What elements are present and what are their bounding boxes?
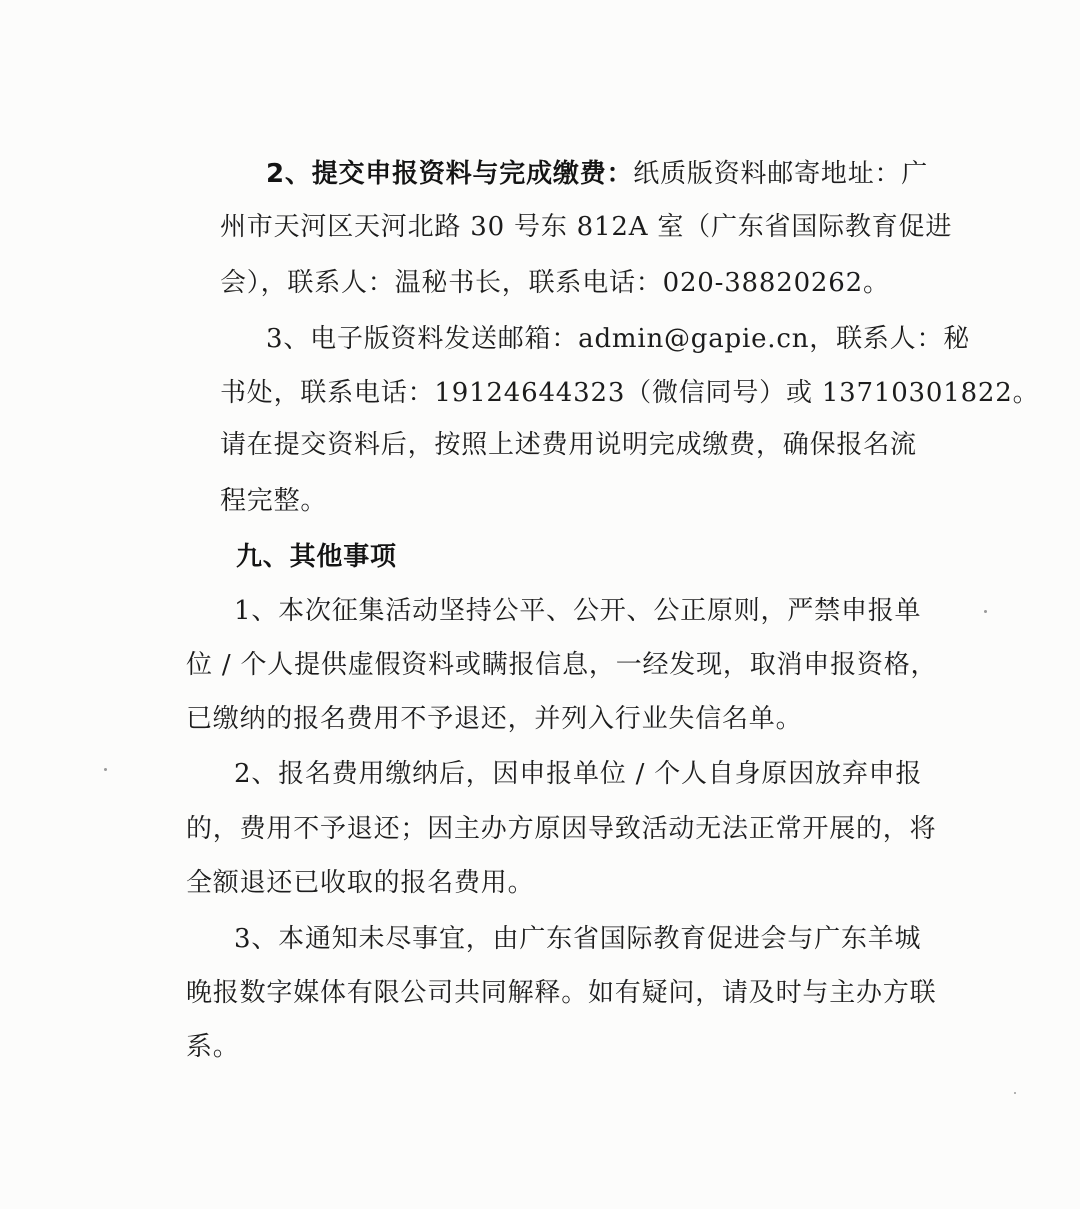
email-paragraph-line-4: 程完整。 bbox=[220, 486, 328, 516]
item-3-line-3: 系。 bbox=[186, 1032, 240, 1062]
item-1-line-1: 1、本次征集活动坚持公平、公开、公正原则，严禁申报单 bbox=[234, 596, 922, 626]
section-heading: 九、其他事项 bbox=[236, 542, 397, 572]
item-2-line-3: 全额退还已收取的报名费用。 bbox=[186, 868, 535, 898]
submit-paragraph-line-2: 州市天河区天河北路 30 号东 812A 室（广东省国际教育促进 bbox=[220, 212, 953, 242]
submit-paragraph-line-1 bbox=[266, 157, 928, 191]
email-paragraph-line-2: 书处，联系电话：19124644323（微信同号）或 13710301822。 bbox=[220, 378, 1040, 408]
scan-speck bbox=[1014, 1092, 1016, 1094]
scan-speck bbox=[984, 610, 987, 613]
submit-paragraph-label: 2、提交申报资料与完成缴费： bbox=[266, 159, 634, 189]
item-3-line-2: 晚报数字媒体有限公司共同解释。如有疑问，请及时与主办方联 bbox=[186, 978, 937, 1008]
submit-paragraph-line-3: 会），联系人：温秘书长，联系电话：020-38820262。 bbox=[220, 268, 890, 298]
item-2-line-1: 2、报名费用缴纳后，因申报单位 / 个人自身原因放弃申报 bbox=[234, 759, 923, 789]
item-3-line-1: 3、本通知未尽事宜，由广东省国际教育促进会与广东羊城 bbox=[234, 924, 922, 954]
email-paragraph-line-3: 请在提交资料后，按照上述费用说明完成缴费，确保报名流 bbox=[220, 430, 917, 460]
item-2-line-2: 的，费用不予退还；因主办方原因导致活动无法正常开展的，将 bbox=[186, 814, 937, 844]
submit-paragraph-address-start: 纸质版资料邮寄地址：广 bbox=[633, 159, 929, 189]
email-paragraph-line-1: 3、电子版资料发送邮箱：admin@gapie.cn，联系人：秘 bbox=[266, 324, 971, 354]
item-1-line-3: 已缴纳的报名费用不予退还，并列入行业失信名单。 bbox=[186, 704, 803, 734]
scan-speck bbox=[104, 768, 107, 771]
item-1-line-2: 位 / 个人提供虚假资料或瞒报信息，一经发现，取消申报资格， bbox=[186, 650, 938, 680]
